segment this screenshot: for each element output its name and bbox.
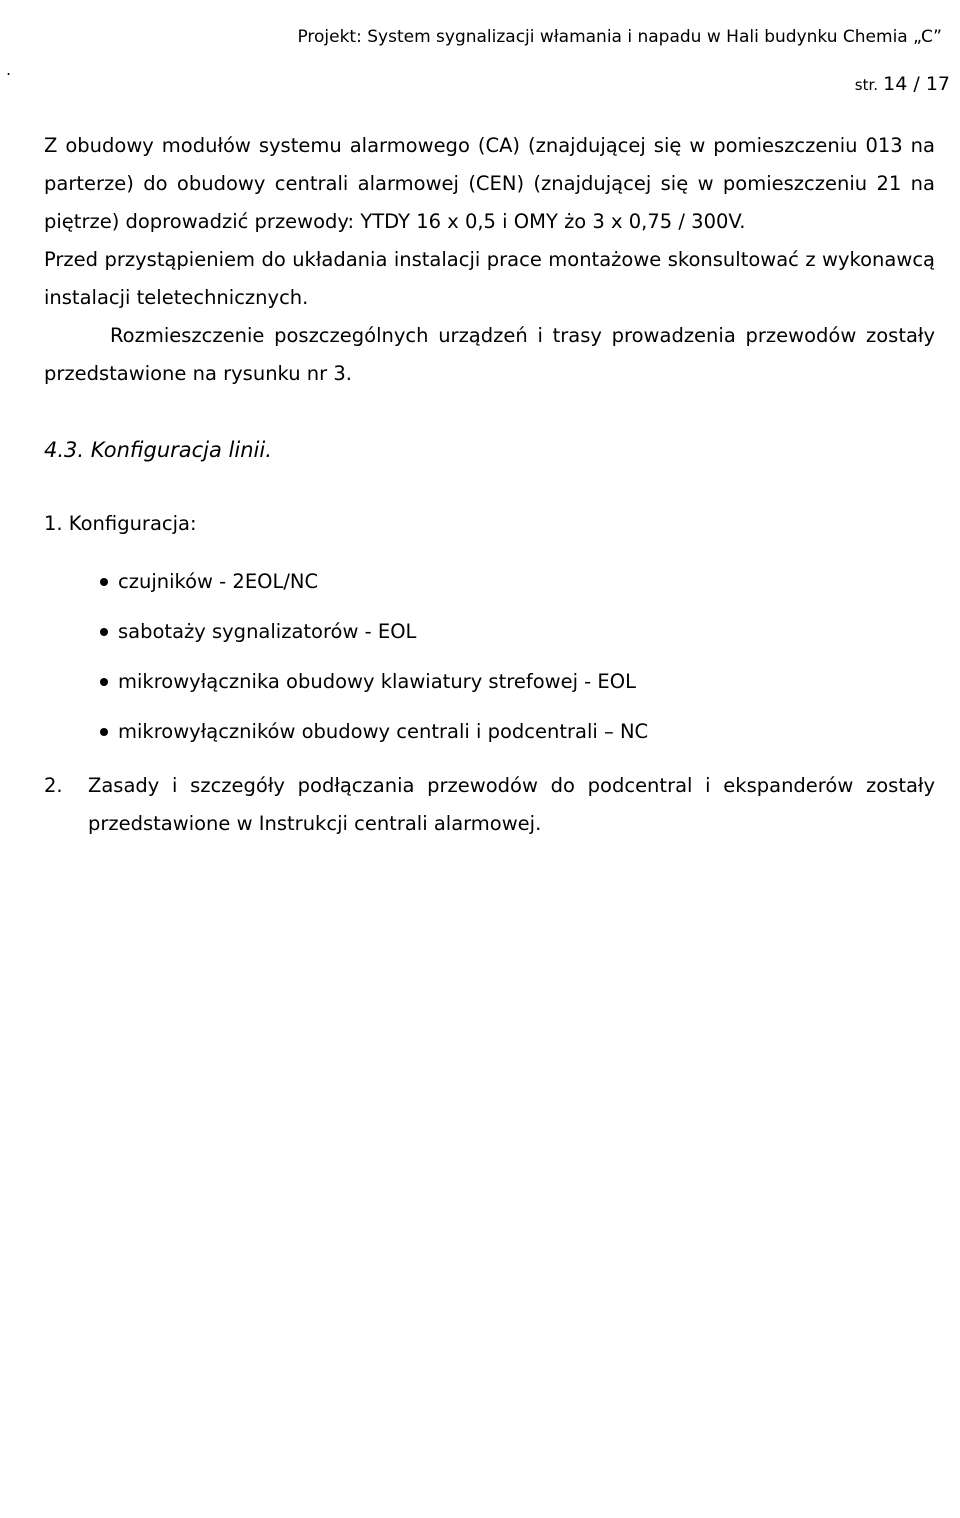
page-number-value: 14 / 17 xyxy=(883,73,950,95)
list-item-text: sabotaży sygnalizatorów - EOL xyxy=(118,620,417,643)
paragraph-consultation: Przed przystąpieniem do układania instalacji prace montażowe skonsultować z wykonawcą instalacji teletechnicznych. xyxy=(44,248,935,309)
list-item xyxy=(44,707,935,757)
document-body xyxy=(44,127,935,843)
list-item-text: mikrowyłączników obudowy centrali i podcentrali – NC xyxy=(118,720,649,743)
configuration-list xyxy=(44,557,935,757)
paragraph-layout-reference: Rozmieszczenie poszczególnych urządzeń i trasy prowadzenia przewodów zostały przedstawione na rysunku nr 3. xyxy=(44,324,935,385)
page-label: str. xyxy=(854,76,879,94)
list-item xyxy=(44,607,935,657)
bullet-icon xyxy=(100,678,108,686)
numbered-item-number: 2. xyxy=(44,774,63,797)
paragraph-wiring: Z obudowy modułów systemu alarmowego (CA) (znajdującej się w pomieszczeniu 013 na parterze) do obudowy centrali alarmowej (CEN) (znajdującej się w pomieszczeniu 21 na piętrze) doprowadzić przewody: YTDY 16 x 0,5 i OMY żo 3 x 0,75 / 300V. xyxy=(44,134,935,233)
page-number xyxy=(855,72,950,97)
page-corner-dot: . xyxy=(6,60,12,79)
numbered-item xyxy=(44,767,935,843)
bullet-icon xyxy=(100,728,108,736)
bullet-icon xyxy=(100,578,108,586)
section-heading: 4.3. Konfiguracja linii. xyxy=(44,438,272,462)
project-title: Projekt: System sygnalizacji włamania i napadu w Hali budynku Chemia „C” xyxy=(297,27,942,47)
list-item xyxy=(44,557,935,607)
list-item xyxy=(44,657,935,707)
list-item-text: mikrowyłącznika obudowy klawiatury strefowej - EOL xyxy=(118,670,636,693)
list-intro: 1. Konfiguracja: xyxy=(44,512,197,535)
list-item-text: czujników - 2EOL/NC xyxy=(118,570,319,593)
numbered-item-text: Zasady i szczegóły podłączania przewodów do podcentral i ekspanderów zostały przedstawione w Instrukcji centrali alarmowej. xyxy=(88,774,935,835)
bullet-icon xyxy=(100,628,108,636)
